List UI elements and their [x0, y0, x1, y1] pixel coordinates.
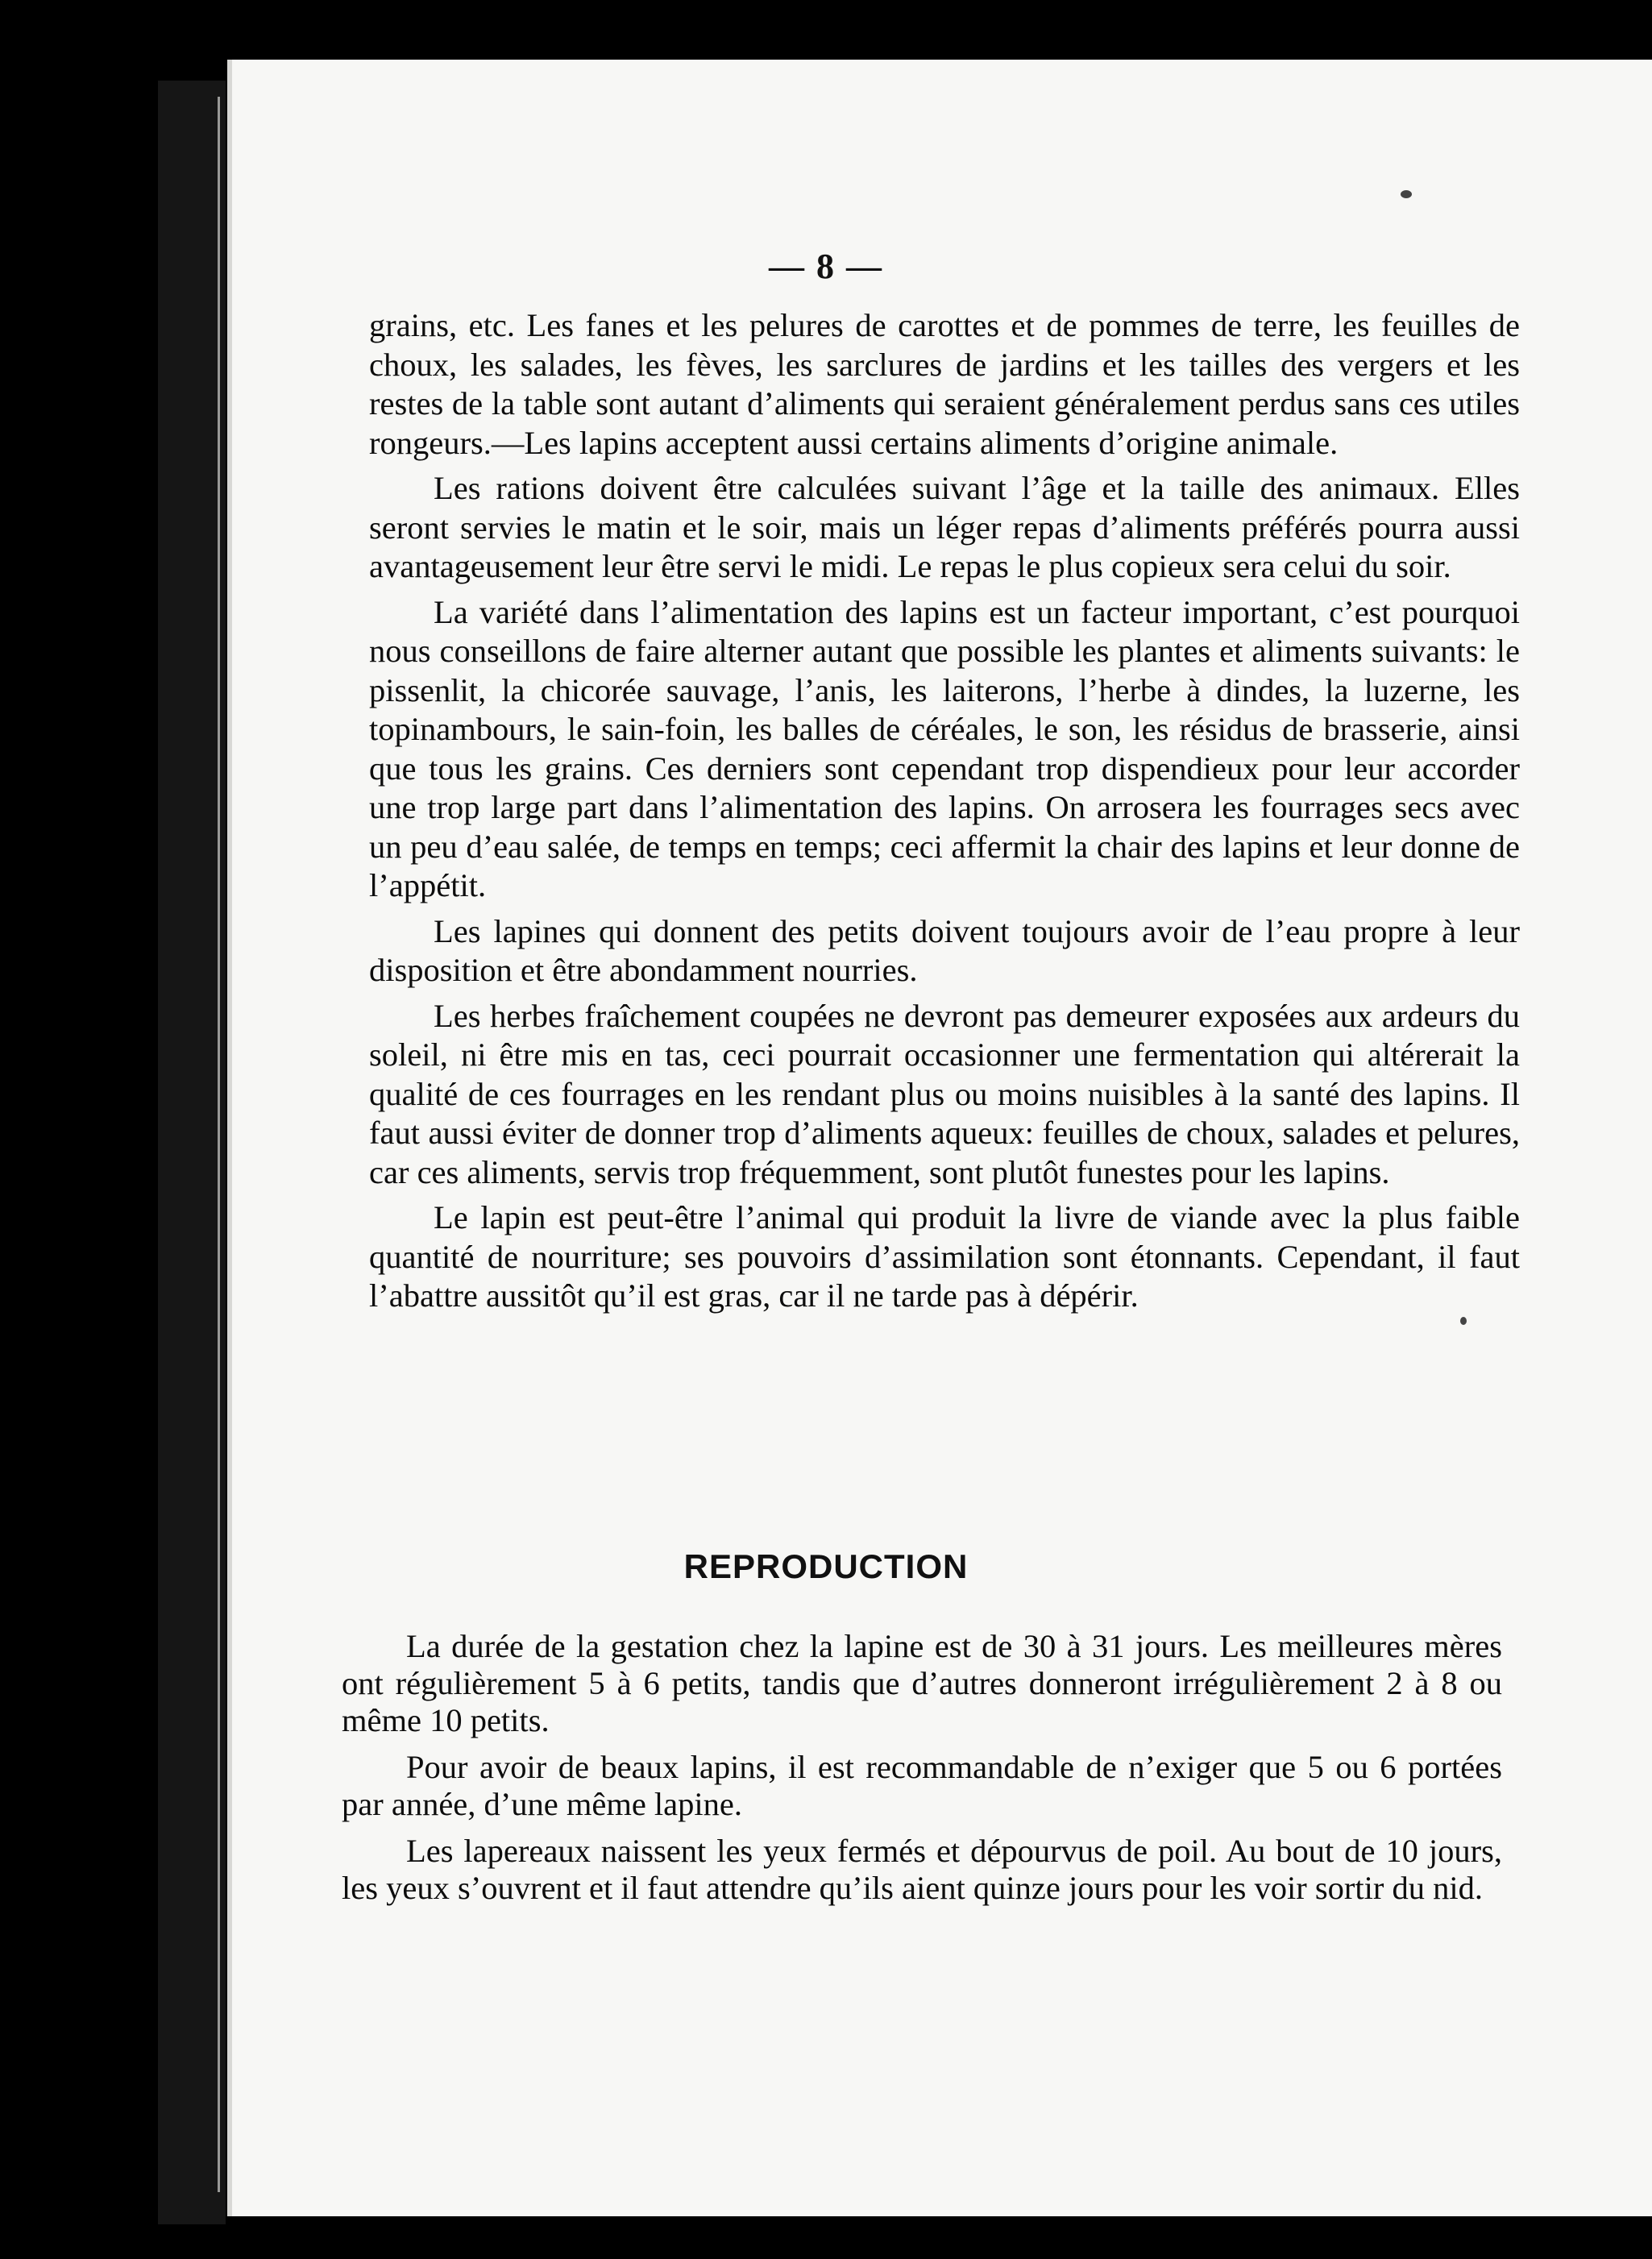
paragraph: Les herbes fraîchement coupées ne devront pas demeurer exposées aux ardeurs du soleil, ni être mis en tas, ceci pourrait occasionner une fermentation qui altérerait la qualité de ces fourrages en les rendant plus ou moins nuisibles à la santé des lapins. Il faut aussi éviter de donner trop d’aliments aqueux: feuilles de choux, salades et pelures, car ces aliments, servis trop fréquemment, sont plutôt funestes pour les lapins.: [369, 997, 1520, 1190]
body-text-section-2: [342, 1628, 1502, 1916]
scan-speck: [1401, 190, 1412, 198]
paragraph: Pour avoir de beaux lapins, il est recommandable de n’exiger que 5 ou 6 portées par année, d’une même lapine.: [342, 1749, 1502, 1822]
paragraph: La variété dans l’alimentation des lapins est un facteur important, c’est pourquoi nous conseillons de faire alterner autant que possible les plantes et aliments suivants: le pissenlit, la chicorée sauvage, l’anis, les laiterons, l’herbe à dindes, la luzerne, les topinambours, le sain-foin, les balles de céréales, le son, les résidus de brasserie, ainsi que tous les grains. Ces derniers sont cependant trop dispendieux pour leur accorder une trop large part dans l’alimentation des lapins. On arrosera les fourrages secs avec un peu d’eau salée, de temps en temps; ceci affermit la chair des lapins et leur donne de l’appétit.: [369, 593, 1520, 903]
paragraph: Le lapin est peut-être l’animal qui produit la livre de viande avec la plus faible quantité de nourriture; ses pouvoirs d’assimilation sont étonnants. Cependant, il faut l’abattre aussitôt qu’il est gras, car il ne tarde pas à dépérir.: [369, 1199, 1520, 1314]
paragraph: grains, etc. Les fanes et les pelures de carottes et de pommes de terre, les feuilles de choux, les salades, les fèves, les sarclures de jardins et les tailles des vergers et les restes de la table sont autant d’aliments qui seraient généralement perdus sans ces utiles rongeurs.—Les lapins acceptent aussi certains aliments d’origine animale.: [369, 307, 1520, 461]
section-heading: REPRODUCTION: [683, 1547, 969, 1585]
body-text-section-1: [369, 306, 1520, 1323]
page-stack-edge: [158, 81, 226, 2224]
paragraph: Les lapereaux naissent les yeux fermés et dépourvus de poil. Au bout de 10 jours, les yeux s’ouvrent et il faut attendre qu’ils aient quinze jours pour les voir sortir du nid.: [342, 1833, 1502, 1906]
paragraph: Les rations doivent être calculées suivant l’âge et la taille des animaux. Elles seront servies le matin et le soir, mais un léger repas d’aliments préférés pourra aussi avantageusement leur être servi le midi. Le repas le plus copieux sera celui du soir.: [369, 470, 1520, 584]
paragraph: Les lapines qui donnent des petits doivent toujours avoir de l’eau propre à leur disposition et être abondamment nourries.: [369, 912, 1520, 988]
paragraph: La durée de la gestation chez la lapine est de 30 à 31 jours. Les meilleures mères ont régulièrement 5 à 6 petits, tandis que d’autres donneront irrégulièrement 2 à 8 ou même 10 petits.: [342, 1628, 1502, 1738]
page-edge-line: [218, 97, 220, 2192]
page-number: — 8 —: [769, 247, 883, 286]
